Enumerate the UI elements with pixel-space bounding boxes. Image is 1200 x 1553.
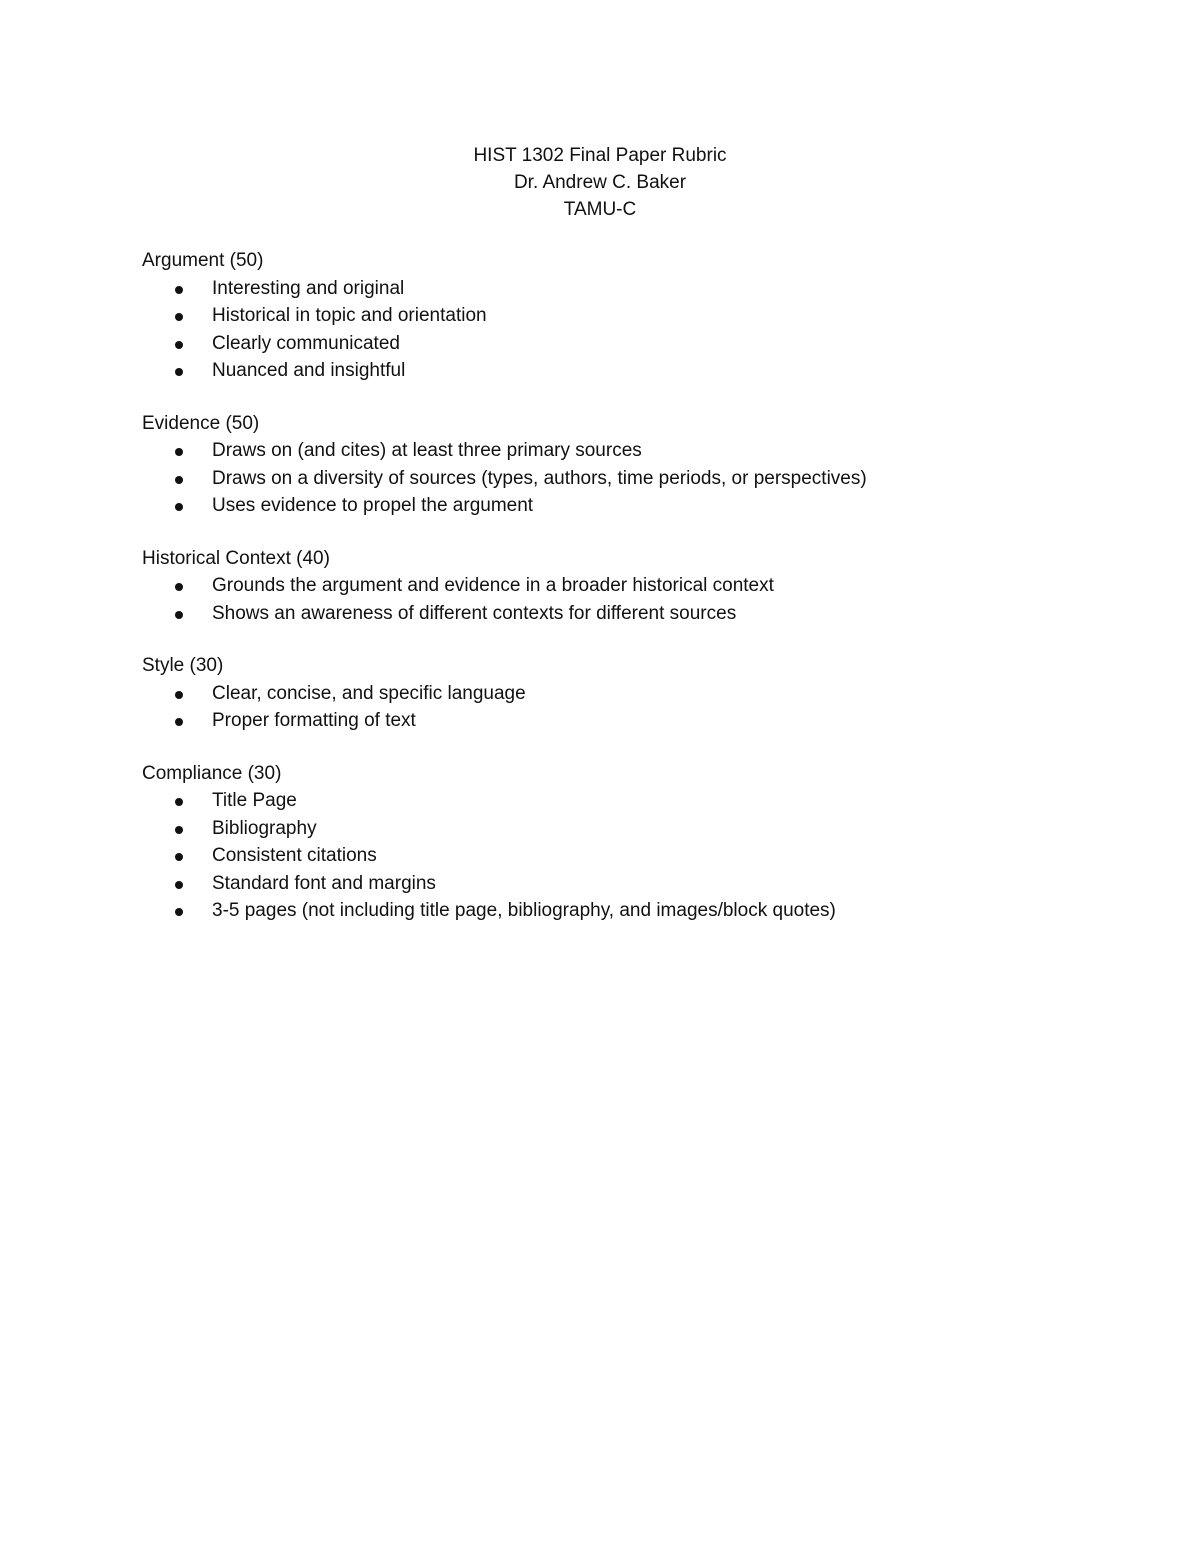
bullet-icon [175,908,183,916]
bullet-item [142,465,1102,493]
bullet-icon [175,313,183,321]
rubric-section-style [142,652,1102,735]
rubric-section-evidence [142,410,1102,520]
bullet-text: Title Page [212,790,297,811]
bullet-list [142,572,1102,627]
section-title: Argument (50) [142,250,264,271]
rubric-section-compliance [142,760,1102,925]
bullet-icon [175,798,183,806]
bullet-text: Proper formatting of text [212,710,416,731]
bullet-text: Draws on a diversity of sources (types, authors, time periods, or perspectives) [212,467,867,489]
bullet-text: Historical in topic and orientation [212,305,487,326]
bullet-item [142,600,1102,628]
bullet-text: Bibliography [212,817,317,839]
bullet-item [142,357,1102,385]
document-title: HIST 1302 Final Paper Rubric [473,145,727,166]
bullet-icon [175,341,183,349]
bullet-icon [175,286,183,294]
bullet-item [142,815,1102,843]
rubric-section-historical-context [142,545,1102,628]
rubric-section-argument [142,247,1102,385]
bullet-item [142,572,1102,600]
bullet-icon [175,881,183,889]
document-author: Dr. Andrew C. Baker [513,172,687,193]
bullet-icon [175,583,183,591]
bullet-icon [175,368,183,376]
bullet-list [142,680,1102,735]
bullet-icon [175,503,183,511]
bullet-list [142,275,1102,385]
bullet-icon [175,853,183,861]
bullet-item [142,330,1102,358]
bullet-item [142,680,1102,708]
bullet-icon [175,718,183,726]
section-title: Evidence (50) [142,412,260,434]
section-title: Compliance (30) [142,762,282,784]
bullet-icon [175,476,183,484]
bullet-item [142,492,1102,520]
document-institution: TAMU-C [563,199,637,220]
bullet-item [142,787,1102,815]
section-title: Historical Context (40) [142,547,330,569]
bullet-item [142,437,1102,465]
bullet-item [142,707,1102,735]
bullet-text: 3-5 pages (not including title page, bibliography, and images/block quotes) [212,900,836,921]
bullet-text: Uses evidence to propel the argument [212,495,534,516]
bullet-item [142,870,1102,898]
bullet-item [142,302,1102,330]
bullet-icon [175,611,183,619]
bullet-icon [175,691,183,699]
bullet-text: Clearly communicated [212,332,400,354]
bullet-icon [175,448,183,456]
bullet-text: Nuanced and insightful [212,360,406,381]
bullet-item [142,275,1102,303]
bullet-list [142,787,1102,925]
bullet-text: Draws on (and cites) at least three primary sources [212,440,642,461]
document-header [0,142,1200,223]
bullet-text: Interesting and original [212,277,405,299]
bullet-text: Consistent citations [212,845,377,866]
bullet-text: Standard font and margins [212,872,436,894]
bullet-item [142,842,1102,870]
bullet-text: Clear, concise, and specific language [212,682,526,704]
bullet-text: Shows an awareness of different contexts for different sources [212,602,737,624]
bullet-icon [175,826,183,834]
rubric-content [142,247,1102,950]
bullet-text: Grounds the argument and evidence in a broader historical context [212,575,774,596]
bullet-item [142,897,1102,925]
section-title: Style (30) [142,655,224,676]
bullet-list [142,437,1102,520]
